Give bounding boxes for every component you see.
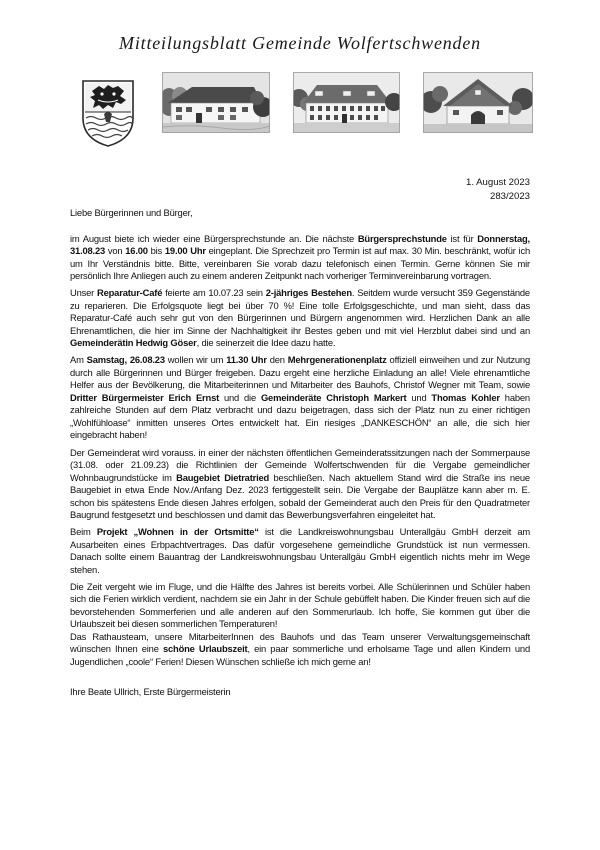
- text-run: und: [406, 391, 432, 403]
- text-run: Die Zeit vergeht wie im Fluge, und die Hälfte des Jahres ist bereits vorbei. Alle Schülerinnen und Schüler haben sich die Ferien wirklich verdient, nachdem sie ein Jahr in der Schule gebüffelt haben. Die Kinder freuen sich auf die bevorstehenden Sommerferien und alle anderen auf den Sommerurlaub. Ich hoffe, Sie kommen gut über die Urlaubszeit bei diesen sommerlichen Temperaturen!: [70, 580, 530, 630]
- bold-text-run: Gemeinderäte Christoph Markert: [260, 391, 407, 403]
- text-run: und die: [219, 391, 261, 403]
- text-run: ist für: [446, 232, 478, 244]
- issue-date: 1. August 2023: [465, 177, 530, 188]
- bold-text-run: Donnerstag, 31.08.23: [70, 232, 530, 256]
- text-run: haben zahlreiche Stunden auf dem Platz verbracht und dazu beigetragen, dass sich der Platz nun zu einer richtigen „Wohlfühloase“ inmitten unseres Ortes entwickelt hat. Ein riesiges „DANKESCHÖN“ an alle, die sich hier eingebracht haben!: [70, 391, 530, 441]
- paragraph-repair-cafe: [70, 287, 530, 350]
- paragraph-building-area: [70, 447, 530, 522]
- text-run: von: [105, 245, 126, 256]
- paragraph-housing-project: [70, 526, 530, 576]
- coat-of-arms-graphic: [80, 78, 136, 149]
- wall: [171, 103, 260, 123]
- paragraph-multigenerational-square: [70, 354, 530, 442]
- bold-text-run: 11.30 Uhr: [226, 354, 267, 366]
- bold-text-run: Projekt „Wohnen in der Ortsmitte“: [96, 526, 259, 538]
- signature-line: Ihre Beate Ullrich, Erste Bürgermeisterin: [70, 686, 231, 698]
- salutation: Liebe Bürgerinnen und Bürger,: [70, 207, 193, 218]
- text-run: , ein paar sommerliche und erholsame Tage und allen Kindern und Jugendlichen „coole“ Ferien! Diesen Wünschen schließe ich mich gerne an!: [70, 643, 530, 667]
- text-run: . Seitdem wurde versucht 359 Gegenstände zu reparieren. Die Erfolgsquote liegt bei über 70 %! Eine tolle Erfolgsgeschichte, und man sieht, dass das Reparatur-Café auch sehr gut von den Bürgerinnen und Bürgern angenommen wird. Herzlichen Dank an alle Ehrenamtlichen, die hier im Sinne der Nachhaltigkeit ihr Bestes geben und mit viel Herzblut dabei sind und an: [70, 287, 530, 336]
- text-run: Der Gemeinderat wird vorauss. in einer der nächsten öffentlichen Gemeinderatssitzungen nach der Sommerpause (31.08. oder 21.09.23) die Richtlinien der Gemeinde Wolfertschwenden für die Vergabe gemeindlicher Wohnbaugrundstücke im: [70, 446, 530, 483]
- text-run: eingeplant. Die Sprechzeit pro Termin ist auf max. 30 Min. beschränkt, wofür ich um Ihr Verständnis bitte. Bitte, vereinbaren Sie vorab dazu telefonisch einen Termin. Gerne können Sie mir persönlich Ihre Anliegen auch zu einem anderen Zeitpunkt nach vorheriger Terminvereinbarung vortragen.: [70, 245, 530, 281]
- text-run: bis: [147, 245, 165, 256]
- text-run: den: [266, 354, 288, 366]
- paragraph-holiday-wishes: [70, 631, 530, 669]
- bold-text-run: Mehrgenerationenplatz: [287, 354, 387, 366]
- text-run: ist die Landkreiswohnungsbau Unterallgäu GmbH derzeit am Ausarbeiten eines Erbpachtvertrages. Das dafür vorgesehene gemeindliche Grundstück ist nun vermessen. Danach sollte einem Bauantrag der Landkreiswohnungsbau Unterallgäu GmbH eigentlich nichts mehr im Wege stehen.: [70, 526, 530, 575]
- text-run: Das Rathausteam, unsere MitarbeiterInnen des Bauhofs und das Team unserer Verwaltungsgemeinschaft wünschen Ihnen eine: [70, 630, 530, 655]
- building-photo-2: [293, 72, 400, 133]
- building-photo-1: [162, 72, 270, 133]
- paragraph-summer-holidays: [70, 581, 530, 631]
- bold-text-run: Thomas Kohler: [431, 391, 500, 403]
- bold-text-run: Baugebiet Dietratried: [176, 471, 270, 483]
- building-photo-3: [423, 72, 533, 133]
- text-run: Am: [70, 354, 87, 366]
- paragraph-consultation-hours: [70, 233, 530, 283]
- bold-text-run: 2-jähriges Bestehen: [265, 287, 352, 299]
- letter-body: [70, 207, 530, 704]
- text-run: Unser: [70, 287, 98, 299]
- coat-of-arms-icon: [80, 78, 136, 149]
- text-run: beschließen. Nach aktuellem Stand wird die Straße ins neue Baugebiet in etwa Ende Nov./Anfang Dez. 2023 fertiggestellt sein. Die Vergabe der Bauplätze kann aber m. E. schon bis spätestens Ende diesen Jahres erfolgen, sobald der Gemeinderat auch den Preis für den Quadratmeter Baugrund festgesetzt und beschlossen und damit das Bewerbungsverfahren eingeleitet hat.: [70, 471, 530, 521]
- bold-text-run: 16.00: [125, 245, 148, 256]
- bold-text-run: Bürgersprechstunde: [357, 232, 447, 244]
- bold-text-run: Gemeinderätin Hedwig Göser: [70, 337, 197, 349]
- text-run: Beim: [70, 526, 97, 538]
- text-run: wollen wir um: [164, 354, 227, 366]
- text-run: , die seinerzeit die Idee dazu hatte.: [196, 337, 336, 349]
- bold-text-run: Reparatur-Café: [97, 287, 163, 299]
- text-run: feierte am 10.07.23 sein: [162, 287, 266, 299]
- newsletter-title: Mitteilungsblatt Gemeinde Wolfertschwenden: [119, 33, 481, 53]
- text-run: im August biete ich wieder eine Bürgersprechstunde an. Die nächste: [70, 232, 358, 244]
- issue-number: 283/2023: [489, 191, 530, 202]
- bold-text-run: 19.00 Uhr: [164, 245, 206, 256]
- bold-text-run: Dritter Bürgermeister Erich Ernst: [70, 391, 220, 403]
- text-run: offiziell einweihen und zur Nutzung durch alle Bürgerinnen und Bürger freigeben. Dazu ergeht eine herzliche Einladung an alle! Viele ehrenamtliche Helfer aus der Bevölkerung, die Mitarbeiterinnen und Mitarbeiter des Bauhofs, Christof Wegner mit Team, sowie: [70, 354, 530, 391]
- bold-text-run: schöne Urlaubszeit: [162, 643, 248, 655]
- date-block: [466, 176, 530, 204]
- bold-text-run: Samstag, 26.08.23: [86, 354, 165, 366]
